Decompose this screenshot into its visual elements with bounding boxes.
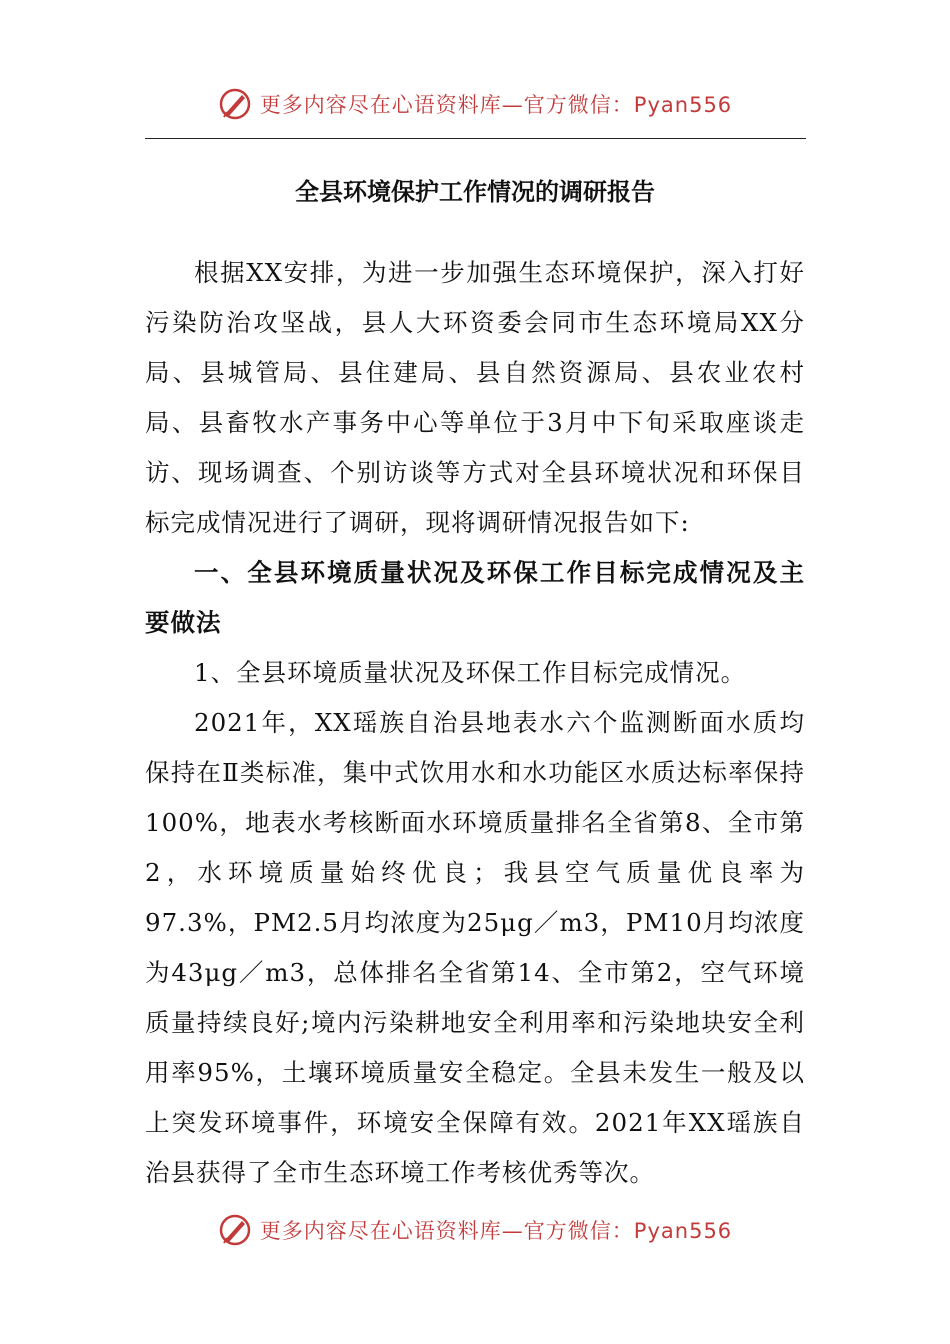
document-body — [145, 248, 805, 1198]
header-divider — [145, 138, 806, 139]
section-heading: 一、全县环境质量状况及环保工作目标完成情况及主要做法 — [145, 558, 805, 637]
intro-paragraph: 根据XX安排，为进一步加强生态环境保护，深入打好污染防治攻坚战，县人大环资委会同市生态环境局XX分局、县城管局、县住建局、县自然资源局、县农业农村局、县畜牧水产事务中心等单位于3月中下旬采取座谈走访、现场调查、个别访谈等方式对全县环境状况和环保目标完成情况进行了调研，现将调研情况报告如下: — [145, 258, 805, 537]
banner-text: 更多内容尽在心语资料库—官方微信：Pyan556 — [259, 1219, 733, 1243]
footer-watermark-banner — [0, 1210, 950, 1250]
banner-text: 更多内容尽在心语资料库—官方微信：Pyan556 — [259, 93, 733, 117]
pen-logo-icon — [218, 1213, 252, 1247]
body-paragraph: 2021年，XX瑶族自治县地表水六个监测断面水质均保持在Ⅱ类标准，集中式饮用水和水功能区水质达标率保持100%，地表水考核断面水环境质量排名全省第8、全市第2，水环境质量始终优良；我县空气质量优良率为97.3%，PM2.5月均浓度为25μg／m3，PM10月均浓度为43μg／m3，总体排名全省第14、全市第2，空气环境质量持续良好;境内污染耕地安全利用率和污染地块安全利用率95%，土壤环境质量安全稳定。全县未发生一般及以上突发环境事件，环境安全保障有效。2021年XX瑶族自治县获得了全市生态环境工作考核优秀等次。 — [145, 708, 805, 1187]
document-title: 全县环境保护工作情况的调研报告 — [295, 178, 655, 206]
header-watermark-banner — [0, 84, 950, 124]
pen-logo-icon — [218, 87, 252, 121]
subsection-heading: 1、全县环境质量状况及环保工作目标完成情况。 — [194, 658, 747, 687]
